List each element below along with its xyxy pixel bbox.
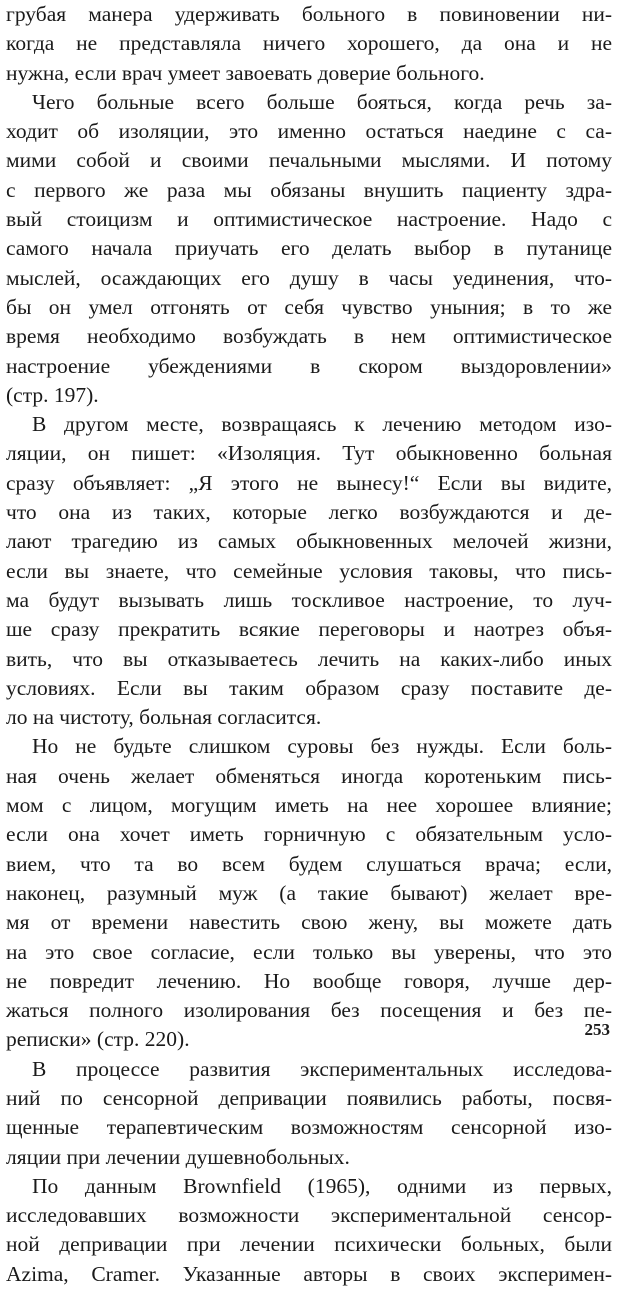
text-line: мыслей, осаждающих его душу в часы уединения, что- — [6, 265, 612, 290]
text-line: условиях. Если вы таким образом сразу поставите де- — [6, 675, 612, 700]
text-line: наконец, разумный муж (а такие бывают) желает вре- — [6, 880, 612, 905]
text-line: ше сразу прекратить всякие переговоры и наотрез объя- — [6, 617, 612, 642]
text-line: Но не будьте слишком суровы без нужды. Если боль- — [32, 734, 612, 759]
text-line: вить, что вы отказываетесь лечить на каких-либо иных — [6, 646, 612, 671]
text-line: с первого же раза мы обязаны внушить пациенту здра- — [6, 177, 612, 202]
text-line: нужна, если врач умеет завоевать доверие больного. — [6, 60, 485, 85]
text-line: бы он умел отгонять от себя чувство уныния; в то же — [6, 294, 612, 319]
text-line: ная очень желает обменяться иногда коротеньким пись- — [6, 763, 612, 788]
text-line: (стр. 197). — [6, 382, 99, 407]
text-line: мими собой и своими печальными мыслями. И потому — [6, 148, 612, 173]
text-line: вый стоицизм и оптимистическое настроение. Надо с — [6, 207, 612, 232]
text-line: В другом месте, возвращаясь к лечению методом изо- — [32, 412, 612, 437]
text-line: В процессе развития экспериментальных исследова- — [32, 1056, 612, 1081]
text-line: ной депривации при лечении психически больных, были — [6, 1232, 612, 1257]
text-line: грубая манера удерживать больного в повиновении ни- — [6, 2, 612, 26]
text-line: что она из таких, которые легко возбуждаются и де- — [6, 500, 612, 525]
text-line: на это свое согласие, если только вы уверены, что это — [6, 939, 612, 964]
text-line: ляции, он пишет: «Изоляция. Тут обыкновенно больная — [6, 441, 612, 466]
text-line: реписки» (стр. 220). — [6, 1027, 190, 1052]
text-line: ма будут вызывать лишь тоскливое настроение, то луч- — [6, 587, 612, 612]
text-line: сразу объявляет: „Я этого не вынесу!“ Если вы видите, — [6, 470, 612, 495]
text-line: Azima, Cramer. Указанные авторы в своих эксперимен- — [6, 1261, 612, 1286]
text-line: время необходимо возбуждать в нем оптимистическое — [6, 324, 612, 349]
text-line: вием, что та во всем будем слушаться врача; если, — [6, 851, 612, 876]
text-line: мом с лицом, могущим иметь на нее хорошее влияние; — [6, 793, 612, 818]
text-line: Чего больные всего больше бояться, когда речь за- — [32, 89, 612, 114]
text-line: самого начала приучать его делать выбор в путанице — [6, 236, 612, 261]
text-line: если она хочет иметь горничную с обязательным усло- — [6, 822, 612, 847]
text-line: щенные терапевтическим возможностям сенсорной изо- — [6, 1115, 612, 1140]
text-line: настроение убеждениями в скором выздоровлении» — [6, 353, 612, 378]
text-line: мя от времени навестить свою жену, вы можете дать — [6, 910, 612, 935]
text-line: когда не представляла ничего хорошего, да она и не — [6, 31, 612, 56]
page-number: 253 — [584, 1020, 610, 1039]
text-line: По данным Brownfield (1965), одними из первых, — [32, 1173, 612, 1198]
text-line: лают трагедию из самых обыкновенных мелочей жизни, — [6, 529, 612, 554]
text-line: ходит об изоляции, это именно остаться наедине с са- — [6, 119, 612, 144]
text-line: ний по сенсорной депривации появились работы, посвя- — [6, 1085, 612, 1110]
text-line: ло на чистоту, больная согласится. — [6, 705, 322, 730]
text-line: исследовавших возможности экспериментальной сенсор- — [6, 1203, 612, 1228]
text-line: если вы знаете, что семейные условия таковы, что пись- — [6, 558, 612, 583]
text-line: жаться полного изолирования без посещения и без пе- — [6, 998, 612, 1023]
text-line: не повредит лечению. Но вообще говоря, лучше дер- — [6, 968, 612, 993]
body-text — [6, 0, 612, 1289]
text-line: ляции при лечении душевнобольных. — [6, 1144, 350, 1169]
